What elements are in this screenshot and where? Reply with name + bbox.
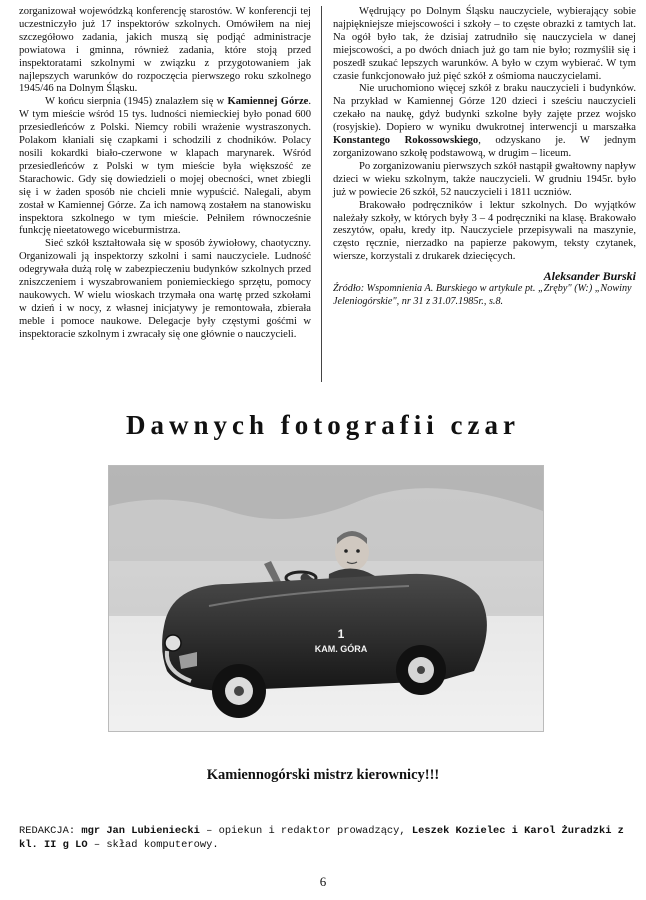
credits-team: Leszek Kozielec i Karol Żuradzki z kl. II g LO xyxy=(19,825,624,851)
left-paragraph-3: Sieć szkół kształtowała się w sposób żywiołowy, chaotyczny. Organizowali ją inspektorzy szkolni i sami nauczyciele. Ludność odegrywała dużą rolę w zabezpieczeniu budynków szkolnych przed zniszczeniem i wyszabrowaniem poniemieckiego sprzętu, pomocy naukowych. W wielu wioskach trzymała ona wartę przed szkołami w dzień i w nocy, z własnej inicjatywy je remontowała, zbierała meble i pomoce naukowe. Delegacje były częstymi gośćmi w inspektoracie szkolnym i zwracały się one głównie o nauczycieli. xyxy=(19,238,311,340)
headlight-icon xyxy=(165,635,181,651)
credits-editor-role: – opiekun i redaktor prowadzący, xyxy=(206,825,406,837)
left-paragraph-1: zorganizował wojewódzką konferencję starostów. W konferencji tej uczestniczyło już 17 inspektorów szkolnych. Omówiłem na niej szczegółowo zadania, jakich muszą się podjąć administracje powiatowa i gminna, również zadania, które stoją przed inspektoratami szkolnymi w związku z przygotowaniem jak najlepszych warunków do rozpoczęcia pierwszego roku szkolnego 1945/46 na Dolnym Śląsku. xyxy=(19,6,311,95)
toy-car-photo-illustration xyxy=(109,466,543,731)
article-author: Aleksander Burski xyxy=(543,269,636,284)
left-paragraph-2: W końcu sierpnia (1945) znalazłem się w Kamiennej Górze. W tym mieście wśród 15 tys. ludności niemieckiej było ponad 600 przesiedleńców z Polski. Niemcy robili wrażenie wystraszonych. Polakom kłaniali się czapkami i schodzili z chodników. Polacy nosili kokardki biało-czerwone w klapach marynarek. Wśród przesiedleńców z Polski w tym mieście była większość ze Starachowic. Gdy się dowiedzieli o mojej obecności, wnet zbiegli się i w żaden sposób nie chcieli mnie wypuścić. Nalegali, abym został w Kamiennej Górze. Za ich namową zostałem na stanowisku inspektora szkolnego w tym mieście. Pełniłem równocześnie funkcję nieetatowego wiceburmistrza. xyxy=(19,96,312,237)
right-article-column xyxy=(333,6,636,309)
editorial-credits xyxy=(19,824,635,852)
right-paragraph-2: Nie uruchomiono więcej szkół z braku nauczycieli i budynków. Na przykład w Kamiennej Górze 120 dzieci i sześciu nauczycieli czekało na naukę, gdyż budynki szkolne były zajęte przez wojsko (rosyjskie). Dopiero w wyniku dwukrotnej interwencji u marszałka Konstantego Rokossowskiego, odzyskano je. W jednym zorganizowano szkołę podstawową, w drugim – liceum. xyxy=(333,83,636,159)
photo-caption: Kamiennogórski mistrz kierownicy!!! xyxy=(206,767,440,783)
car-number-label: 1 xyxy=(337,627,345,641)
credits-label: REDAKCJA: xyxy=(19,825,76,837)
left-article-column xyxy=(19,6,311,342)
column-divider xyxy=(321,6,322,382)
article-source: Źródło: Wspomnienia A. Burskiego w artykule pt. „Zręby" (W:) „Nowiny Jeleniogórskie", nr 31 z 31.07.1985r., s.8. xyxy=(333,283,632,307)
place-name-bold: Kamiennej Górze xyxy=(227,96,309,108)
person-name-bold: Konstantego Rokossowskiego xyxy=(333,135,479,147)
credits-team-role: – skład komputerowy. xyxy=(93,839,219,851)
section-title: Dawnych fotografii czar xyxy=(126,410,520,440)
credits-editor: mgr Jan Lubieniecki xyxy=(81,825,200,837)
right-paragraph-4: Brakowało podręczników i lektur szkolnych. Do wyjątków należały szkoły, w których były 3 – 4 podręczniki na klasę. Brakowało zeszytów, opału, kredy itp. Nauczyciele przepisywali na maszynie, często ręcznie, nierzadko na papierze pakowym, teksty czytanek, wiersze, korzystali z drukarek dziecięcych. xyxy=(333,199,636,263)
right-paragraph-3: Po zorganizowaniu pierwszych szkół nastąpił gwałtowny napływ dzieci w wieku szkolnym, także nauczycieli. W grudniu 1945r. było już w powiecie 26 szkół, 52 nauczycieli i 1811 uczniów. xyxy=(333,160,636,198)
car-town-label: KAM. GÓRA xyxy=(314,644,368,654)
vintage-photo xyxy=(108,465,544,732)
page-number: 6 xyxy=(319,874,327,889)
right-paragraph-1: Wędrujący po Dolnym Śląsku nauczyciele, wybierający sobie najpiękniejsze miejscowości i szkoły – to częste obrazki z tamtych lat. Na ogół było tak, że dzisiaj zatrudniło się nauczyciela w danej miejscowości, a po dwóch dniach już go tam nie było; rozmyślił się i poszedł szukać lepszych warunków. A było w czym wybierać. W tym czasie funkcjonowało już pięć szkół z ośmioma nauczycielami. xyxy=(333,6,636,82)
